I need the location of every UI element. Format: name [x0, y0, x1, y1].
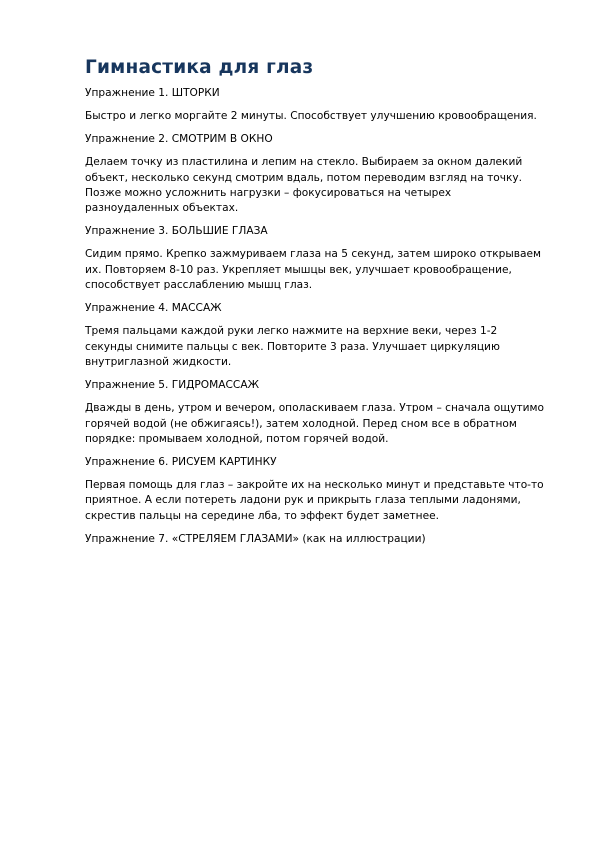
- exercise-4: [85, 301, 545, 370]
- exercise-text: Быстро и легко моргайте 2 минуты. Способствует улучшению кровообращения.: [85, 110, 537, 122]
- exercise-5: [85, 378, 545, 447]
- exercise-2: [85, 132, 545, 216]
- exercise-3: [85, 224, 545, 293]
- exercise-6: [85, 455, 545, 524]
- exercise-text: Сидим прямо. Крепко зажмуриваем глаза на 5 секунд, затем широко открываем их. Повторяем 8-10 раз. Укрепляет мышцы век, улучшает кровообращение, способствует расслаблению мышц глаз.: [85, 248, 541, 292]
- exercise-heading: Упражнение 1. ШТОРКИ: [85, 87, 220, 99]
- exercise-heading: Упражнение 2. СМОТРИМ В ОКНО: [85, 133, 273, 146]
- exercise-heading: Упражнение 7. «СТРЕЛЯЕМ ГЛАЗАМИ» (как на иллюстрации): [85, 533, 426, 546]
- exercise-text: Тремя пальцами каждой руки легко нажмите на верхние веки, через 1-2 секунды снимите пальцы с век. Повторите 3 раза. Улучшает циркуляцию внутриглазной жидкости.: [85, 325, 500, 368]
- exercise-text: Первая помощь для глаз – закройте их на несколько минут и представьте что-то приятное. А если потереть ладони рук и прикрыть глаза теплыми ладонями, скрестив пальцы на середине лба, то эффект будет заметнее.: [85, 479, 544, 522]
- exercise-heading: Упражнение 3. БОЛЬШИЕ ГЛАЗА: [85, 225, 268, 238]
- document-title: Гимнастика для глаз: [85, 57, 314, 78]
- document-page: [85, 56, 545, 555]
- exercise-text: Делаем точку из пластилина и лепим на стекло. Выбираем за окном далекий объект, несколько секунд смотрим вдаль, потом переводим взгляд на точку. Позже можно усложнить нагрузки – фокусироваться на четырех разноудаленных объектах.: [85, 156, 523, 215]
- exercise-text: Дважды в день, утром и вечером, ополаскиваем глаза. Утром – сначала ощутимо горячей водой (не обжигаясь!), затем холодной. Перед сном все в обратном порядке: промываем холодной, потом горячей водой.: [85, 402, 544, 445]
- exercise-heading: Упражнение 4. МАССАЖ: [85, 302, 222, 315]
- exercise-heading: Упражнение 5. ГИДРОМАССАЖ: [85, 379, 259, 392]
- exercise-heading: Упражнение 6. РИСУЕМ КАРТИНКУ: [85, 456, 277, 469]
- exercise-7: [85, 532, 545, 546]
- exercise-1: [85, 86, 545, 124]
